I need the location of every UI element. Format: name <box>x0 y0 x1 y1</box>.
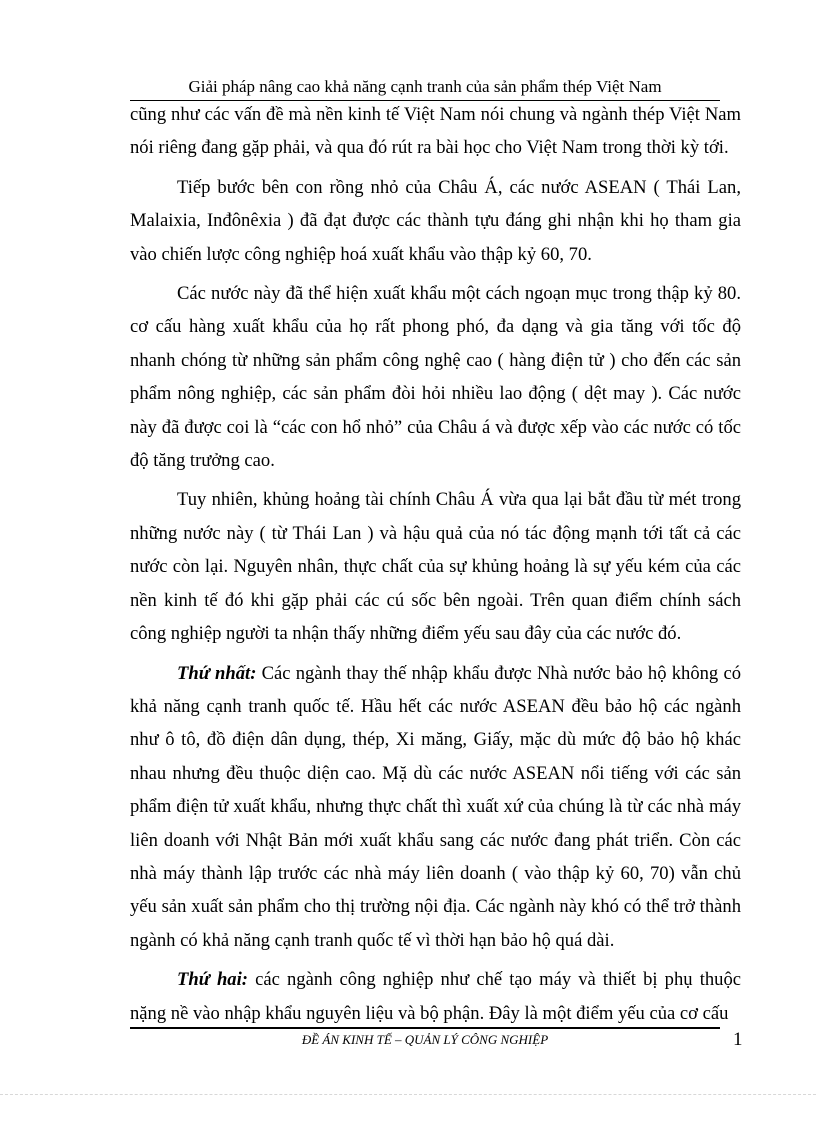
paragraph-4: Tuy nhiên, khủng hoảng tài chính Châu Á vừa qua lại bắt đầu từ mét trong những nước này ( từ Thái Lan ) và hậu quả của nó tác động mạnh tới tất cả các nước còn lại. Nguyên nhân, thực chất của sự khủng hoảng là sự yếu kém của các nền kinh tế đó khi gặp phải các cú sốc bên ngoài. Trên quan điểm chính sách công nghiệp người ta nhận thấy những điểm yếu sau đây của các nước đó. <box>130 489 741 645</box>
paragraph-3: Các nước này đã thể hiện xuất khẩu một cách ngoạn mục trong thập kỷ 80. cơ cấu hàng xuất khẩu của họ rất phong phó, đa dạng và gia tăng với tốc độ nhanh chóng từ những sản phẩm công nghệ cao ( hàng điện tử ) cho đến các sản phẩm nông nghiệp, các sản phẩm đòi hỏi nhiều lao động ( dệt may ). Các nước này đã được coi là “các con hổ nhỏ” của Châu á và được xếp vào các nước có tốc độ tăng trưởng cao. <box>130 283 741 472</box>
paragraph-5-text: Các ngành thay thế nhập khẩu được Nhà nước bảo hộ không có khả năng cạnh tranh quốc tế. Hầu hết các nước ASEAN đều bảo hộ các ngành như ô tô, đồ điện dân dụng, thép, Xi măng, Giấy, mặc dù mức độ bảo hộ khác nhau nhưng đều thuộc diện cao. Mặ dù các nước ASEAN nổi tiếng với các sản phẩm điện tử xuất khẩu, nhưng thực chất thì xuất xứ của chúng là từ các nhà máy liên doanh với Nhật Bản mới xuất khẩu sang các nước đang phát triển. Còn các nhà máy thành lập trước các nhà máy liên doanh ( vào thập kỷ 60, 70) vẫn chủ yếu sản xuất sản phẩm cho thị trường nội địa. Các ngành này khó có thể trở thành ngành có khả năng cạnh tranh quốc tế vì thời hạn bảo hộ quá dài. <box>130 662 741 951</box>
page-boundary <box>0 1094 816 1095</box>
page-footer: ĐỀ ÁN KINH TẾ – QUẢN LÝ CÔNG NGHIỆP <box>301 1032 549 1047</box>
paragraph-5-lead: Thứ nhất: <box>177 662 257 684</box>
document-body <box>130 98 741 1030</box>
page-header: Giải pháp nâng cao khả năng cạnh tranh của sản phẩm thép Việt Nam <box>188 77 662 96</box>
paragraph-6 <box>130 963 741 1030</box>
paragraph-6-text: các ngành công nghiệp như chế tạo máy và thiết bị phụ thuộc nặng nề vào nhập khẩu nguyên liệu và bộ phận. Đây là một điểm yếu của cơ cấu <box>130 969 742 1024</box>
paragraph-1: cũng như các vấn đề mà nền kinh tế Việt Nam nói chung và ngành thép Việt Nam nói riêng đang gặp phải, và qua đó rút ra bài học cho Việt Nam trong thời kỳ tới. <box>130 104 741 159</box>
paragraph-6-lead: Thứ hai: <box>177 969 248 991</box>
paragraph-2: Tiếp bước bên con rồng nhỏ của Châu Á, các nước ASEAN ( Thái Lan, Malaixia, Inđônêxia ) đã đạt được các thành tựu đáng ghi nhận khi họ tham gia vào chiến lược công nghiệp hoá xuất khẩu vào thập kỷ 60, 70. <box>130 176 741 265</box>
page-number: 1 <box>733 1029 743 1050</box>
paragraph-5 <box>130 657 741 958</box>
footer-rule <box>130 1027 720 1029</box>
